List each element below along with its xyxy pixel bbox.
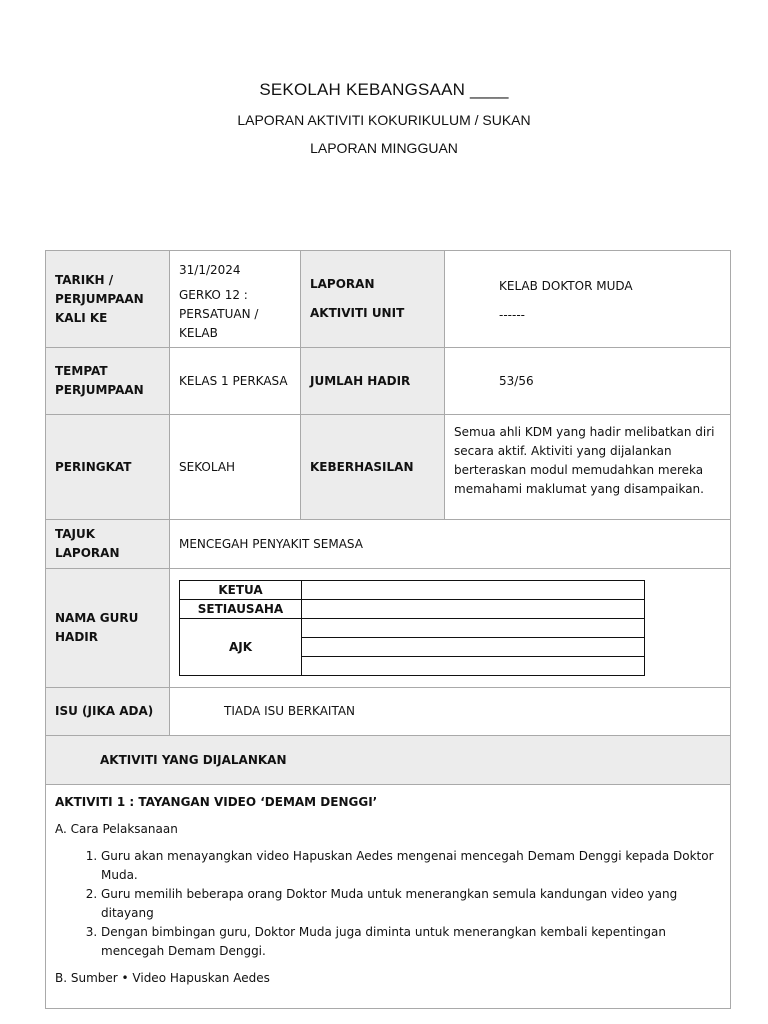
cell-laporan-labels	[301, 251, 445, 348]
implementation-steps	[55, 847, 721, 961]
row-tajuk	[46, 520, 731, 569]
label-tajuk: TAJUK LAPORAN	[46, 520, 170, 569]
section-b-resource: B. Sumber • Video Hapuskan Aedes	[55, 971, 270, 985]
step-item: 1. Guru akan menayangkan video Hapuskan Aedes mengenai mencegah Demam Denggi kepada Doktor Muda.	[101, 847, 721, 885]
row-activity-detail	[46, 785, 731, 1009]
report-subtitle: LAPORAN AKTIVITI KOKURIKULUM / SUKAN	[237, 112, 531, 128]
club-name: KELAB DOKTOR MUDA	[499, 279, 633, 293]
report-type: LAPORAN MINGGUAN	[310, 140, 458, 156]
meeting-date: 31/1/2024	[179, 263, 241, 277]
ajk-name-field	[302, 638, 645, 657]
role-setiausaha: SETIAUSAHA	[180, 600, 302, 619]
label-jumlah-hadir: JUMLAH HADIR	[301, 348, 445, 415]
label-aktiviti-unit: AKTIVITI UNIT	[310, 306, 405, 320]
label-guru-hadir: NAMA GURU HADIR	[46, 569, 170, 688]
cell-laporan-values	[445, 251, 731, 348]
activity-title: AKTIVITI 1 : TAYANGAN VIDEO ‘DEMAM DENGGI’	[55, 795, 378, 809]
step-item: 3. Dengan bimbingan guru, Doktor Muda juga diminta untuk menerangkan kembali kepentingan mencegah Demam Denggi.	[101, 923, 721, 961]
row-peringkat	[46, 415, 731, 520]
outcome-value: Semua ahli KDM yang hadir melibatkan diri secara aktif. Aktiviti yang dijalankan berteraskan modul memudahkan mereka memahami maklumat yang disampaikan.	[445, 415, 731, 520]
report-table	[45, 250, 731, 1009]
section-a-heading: A. Cara Pelaksanaan	[55, 822, 178, 836]
setiausaha-name-field	[302, 600, 645, 619]
committee-cell	[170, 569, 731, 688]
cell-tarikh-value	[170, 251, 301, 348]
level-value: SEKOLAH	[170, 415, 301, 520]
venue-value: KELAS 1 PERKASA	[170, 348, 301, 415]
attendance-value: 53/56	[445, 348, 731, 415]
label-keberhasilan: KEBERHASILAN	[301, 415, 445, 520]
committee-row-setiausaha	[180, 600, 645, 619]
ketua-name-field	[302, 581, 645, 600]
step-item: 2. Guru memilih beberapa orang Doktor Muda untuk menerangkan semula kandungan video yang ditayang	[101, 885, 721, 923]
ajk-name-field	[302, 619, 645, 638]
committee-row-ajk-1	[180, 619, 645, 638]
row-isu	[46, 688, 731, 736]
row-tempat	[46, 348, 731, 415]
ajk-name-field	[302, 657, 645, 676]
report-title-value: MENCEGAH PENYAKIT SEMASA	[170, 520, 731, 569]
label-tempat: TEMPAT PERJUMPAAN	[46, 348, 170, 415]
committee-table	[179, 580, 645, 676]
committee-row-ketua	[180, 581, 645, 600]
label-peringkat: PERINGKAT	[46, 415, 170, 520]
row-aktiviti-heading	[46, 736, 731, 785]
activities-heading: AKTIVITI YANG DIJALANKAN	[46, 736, 731, 785]
role-ketua: KETUA	[180, 581, 302, 600]
label-isu: ISU (JIKA ADA)	[46, 688, 170, 736]
school-name: SEKOLAH KEBANGSAAN ____	[259, 80, 509, 99]
issue-value: TIADA ISU BERKAITAN	[170, 688, 731, 736]
role-ajk: AJK	[180, 619, 302, 676]
activity-detail	[46, 785, 731, 1009]
unit-value: ------	[499, 308, 525, 322]
meeting-session: GERKO 12 : PERSATUAN / KELAB	[179, 288, 259, 340]
row-tarikh	[46, 251, 731, 348]
row-guru	[46, 569, 731, 688]
label-laporan: LAPORAN	[310, 277, 375, 291]
label-tarikh: TARIKH / PERJUMPAAN KALI KE	[46, 251, 170, 348]
